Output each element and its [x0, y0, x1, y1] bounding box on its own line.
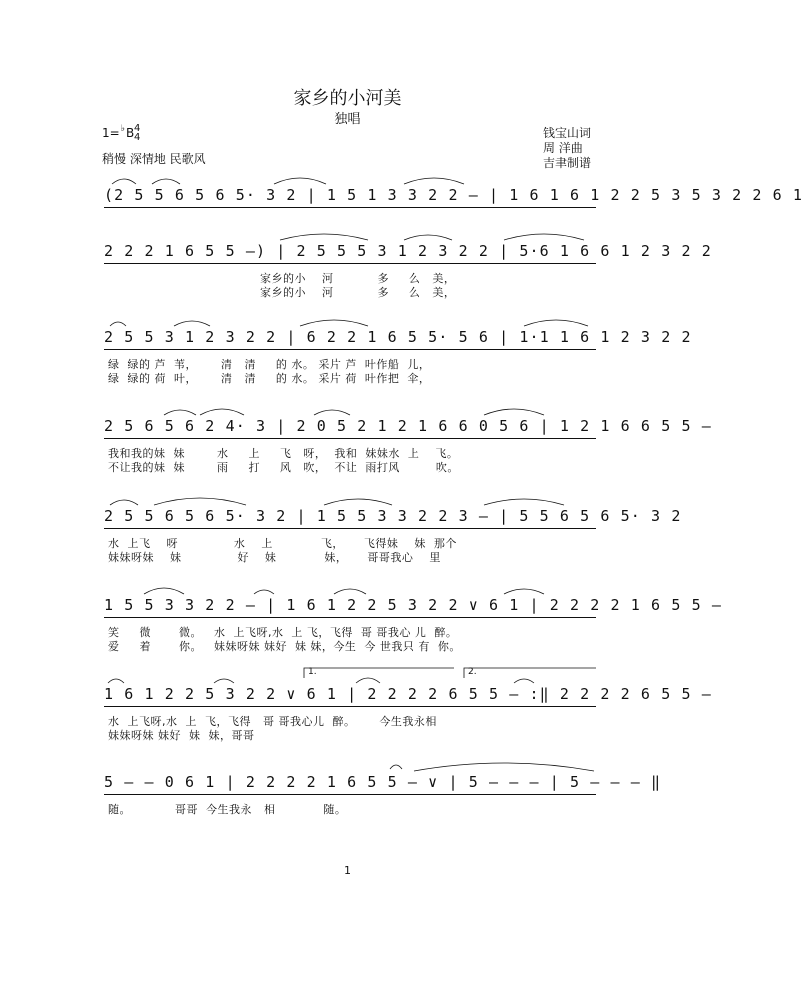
beam-line — [104, 438, 596, 439]
notation-line: 1 6 1 2 2 5 3 2 2 ∨ 6 1 | 2 2 2 2 6 5 5 – :‖ 2 2 2 2 6 5 5 – — [104, 685, 712, 703]
beam-line — [104, 794, 596, 795]
volta-2-label: 2. — [468, 667, 477, 677]
notation-line: 2 5 6 5 6 2 4· 3 | 2 0 5 2 1 2 1 6 6 0 5 6 | 1 2 1 6 6 5 5 – — [104, 417, 712, 435]
slur-marks — [104, 228, 596, 242]
lyric-verse-2: 不让我的妹 妹 雨 打 风 吹， 不让 雨打风 吹。 — [108, 461, 459, 474]
key-signature — [102, 126, 134, 140]
lyric-verse-1: 我和我的妹 妹 水 上 飞 呀， 我和 妹妹水 上 飞。 — [108, 447, 459, 460]
flat-sign: ♭ — [120, 124, 125, 134]
slur-marks — [104, 403, 596, 417]
notation-line: 5 – – 0 6 1 | 2 2 2 2 1 6 5 5 – ∨ | 5 – – – | 5 – – – ‖ — [104, 773, 662, 791]
beam-line — [104, 349, 596, 350]
lyric-verse-2: 妹妹呀妹 妹好 妹 妹，哥哥 — [108, 729, 255, 742]
slur-marks — [104, 759, 596, 773]
notation-line: (2 5 5 6 5 6 5· 3 2 | 1 5 1 3 3 2 2 – | 1 6 1 6 1 2 2 5 3 5 3 2 2 6 1 — [104, 186, 803, 204]
lyric-verse-1: 家乡的小 河 多 么 美， — [260, 272, 456, 285]
notation-line: 2 5 5 6 5 6 5· 3 2 | 1 5 5 3 3 2 2 3 – | 5 5 6 5 6 5· 3 2 — [104, 507, 682, 525]
lyric-verse-2: 家乡的小 河 多 么 美， — [260, 286, 456, 299]
composer: 周 洋曲 — [542, 141, 583, 155]
slur-marks — [104, 493, 596, 507]
lyric-verse-1: 水 上飞 呀 水 上 飞， 飞得妹 妹 那个 — [108, 537, 457, 550]
slur-marks — [104, 582, 596, 596]
lyric-verse-1: 水 上飞呀,水 上 飞，飞得 哥 哥我心儿 醉。 今生我永相 — [108, 715, 437, 728]
beam-line — [104, 207, 596, 208]
song-title: 家乡的小河美 — [293, 88, 402, 109]
song-subtitle: 独唱 — [334, 112, 361, 127]
engraver: 吉聿制谱 — [542, 156, 591, 170]
time-signature-top: 4 — [134, 123, 141, 134]
slur-marks — [104, 314, 596, 328]
credits — [543, 126, 591, 171]
key-note: B — [125, 126, 135, 140]
slur-marks — [104, 172, 596, 186]
beam-line — [104, 706, 596, 707]
notation-line: 1 5 5 3 3 2 2 – | 1 6 1 2 2 5 3 2 2 ∨ 6 1 | 2 2 2 2 1 6 5 5 – — [104, 596, 722, 614]
lyric-verse-1: 随。 哥哥 今生我永 相 随。 — [108, 803, 347, 816]
time-signature — [134, 124, 140, 142]
lyric-verse-2: 妹妹呀妹 妹 好 妹 妹， 哥哥我心 里 — [108, 551, 441, 564]
volta-1-label: 1. — [308, 667, 317, 677]
page-number: 1 — [344, 864, 351, 877]
notation-line: 2 2 2 1 6 5 5 –) | 2 5 5 5 3 1 2 3 2 2 | 5·6 1 6 6 1 2 3 2 2 — [104, 242, 712, 260]
time-signature-bottom: 4 — [134, 132, 141, 143]
lyricist: 钱宝山词 — [542, 126, 591, 140]
lyric-verse-1: 笑 微 微。 水 上飞呀,水 上 飞，飞得 哥 哥我心 儿 醉。 — [108, 626, 458, 639]
lyric-verse-2: 绿 绿的 荷 叶， 清 清 的 水。 采片 荷 叶作把 伞， — [108, 372, 431, 385]
beam-line — [104, 617, 596, 618]
tempo-marking: 稍慢 深情地 民歌风 — [102, 152, 206, 166]
notation-line: 2 5 5 3 1 2 3 2 2 | 6 2 2 1 6 5 5· 5 6 | 1·1 1 6 1 2 3 2 2 — [104, 328, 692, 346]
volta-brackets — [304, 667, 596, 679]
lyric-verse-2: 爱 着 你。 妹妹呀妹 妹好 妹 妹，今生 今 世我只 有 你。 — [108, 640, 461, 653]
lyric-verse-1: 绿 绿的 芦 苇， 清 清 的 水。 采片 芦 叶作船 儿， — [108, 358, 431, 371]
beam-line — [104, 263, 596, 264]
key-label: 1= — [102, 126, 120, 140]
beam-line — [104, 528, 596, 529]
